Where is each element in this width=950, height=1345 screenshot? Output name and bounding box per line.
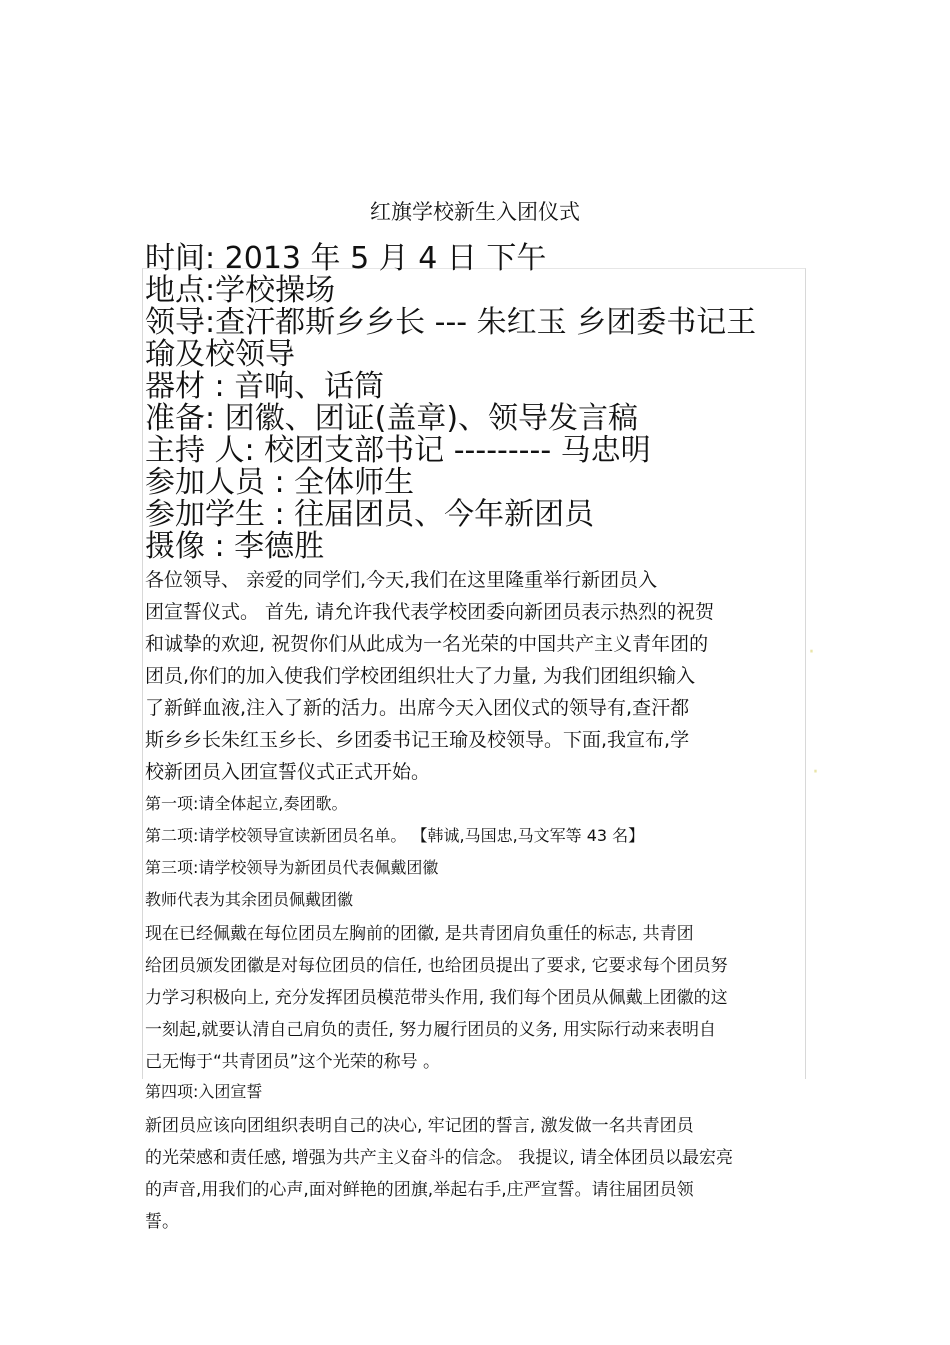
scan-artifact-mark: ·	[808, 640, 815, 665]
intro-paragraph	[145, 564, 805, 788]
oath-paragraph	[145, 1110, 805, 1238]
oath-line: 誓。	[145, 1212, 179, 1232]
intro-line: 团宣誓仪式。 首先, 请允许我代表学校团委向新团员表示热烈的祝贺	[145, 601, 715, 623]
badge-line: 给团员颁发团徽是对每位团员的信任, 也给团员提出了要求, 它要求每个团员努	[145, 956, 728, 976]
intro-line: 团员,你们的加入使我们学校团组织壮大了力量, 为我们团组织输入	[145, 665, 696, 687]
intro-line: 了新鲜血液,注入了新的活力。出席今天入团仪式的领导有,查汗都	[145, 697, 690, 719]
info-equipment: 器材 : 音响、话筒	[145, 369, 385, 404]
badge-line: 一刻起,就要认清自己肩负的责任, 努力履行团员的义务, 用实际行动来表明自	[145, 1020, 717, 1040]
intro-line: 斯乡乡长朱红玉乡长、乡团委书记王瑜及校领导。下面,我宣布,学	[145, 729, 690, 751]
oath-line: 的声音,用我们的心声,面对鲜艳的团旗,举起右手,庄严宣誓。请往届团员领	[145, 1180, 694, 1200]
info-students: 参加学生 : 往届团员、今年新团员	[145, 497, 595, 532]
agenda-item-3-sub: 教师代表为其余团员佩戴团徽	[145, 890, 354, 909]
info-time: 时间: 2013 年 5 月 4 日 下午	[145, 241, 547, 276]
info-leaders-line1: 领导:查汗都斯乡乡长 --- 朱红玉 乡团委书记王	[145, 305, 757, 340]
info-attendees: 参加人员 : 全体师生	[145, 465, 415, 500]
intro-line: 各位领导、 亲爱的同学们,今天,我们在这里隆重举行新团员入	[145, 569, 658, 591]
oath-line: 新团员应该向团组织表明自己的决心, 牢记团的誓言, 激发做一名共青团员	[145, 1116, 694, 1136]
badge-line: 己无悔于“共青团员”这个光荣的称号 。	[145, 1052, 441, 1072]
intro-line: 和诚挚的欢迎, 祝贺你们从此成为一名光荣的中国共产主义青年团的	[145, 633, 709, 655]
agenda-item-2: 第二项:请学校领导宣读新团员名单。 【韩诚,马国忠,马文军等 43 名】	[145, 826, 645, 845]
agenda-item-4: 第四项:入团宣誓	[145, 1082, 263, 1101]
badge-line: 力学习积极向上, 充分发挥团员模范带头作用, 我们每个团员从佩戴上团徽的这	[145, 988, 728, 1008]
document-title: 红旗学校新生入团仪式	[370, 200, 580, 224]
agenda-item-1: 第一项:请全体起立,奏团歌。	[145, 794, 348, 813]
scan-artifact-mark: ·	[812, 760, 819, 785]
intro-line: 校新团员入团宣誓仪式正式开始。	[145, 761, 431, 783]
info-leaders-line2: 瑜及校领导	[145, 337, 295, 372]
oath-line: 的光荣感和责任感, 增强为共产主义奋斗的信念。 我提议, 请全体团员以最宏亮	[145, 1148, 734, 1168]
info-preparation: 准备: 团徽、团证(盖章)、领导发言稿	[145, 401, 639, 436]
badge-line: 现在已经佩戴在每位团员左胸前的团徽, 是共青团肩负重任的标志, 共青团	[145, 924, 694, 944]
info-place: 地点:学校操场	[145, 273, 336, 308]
agenda-item-3: 第三项:请学校领导为新团员代表佩戴团徽	[145, 858, 439, 877]
info-host: 主持 人: 校团支部书记 --------- 马忠明	[145, 433, 651, 468]
info-photography: 摄像 : 李德胜	[145, 529, 325, 564]
badge-paragraph	[145, 918, 805, 1078]
